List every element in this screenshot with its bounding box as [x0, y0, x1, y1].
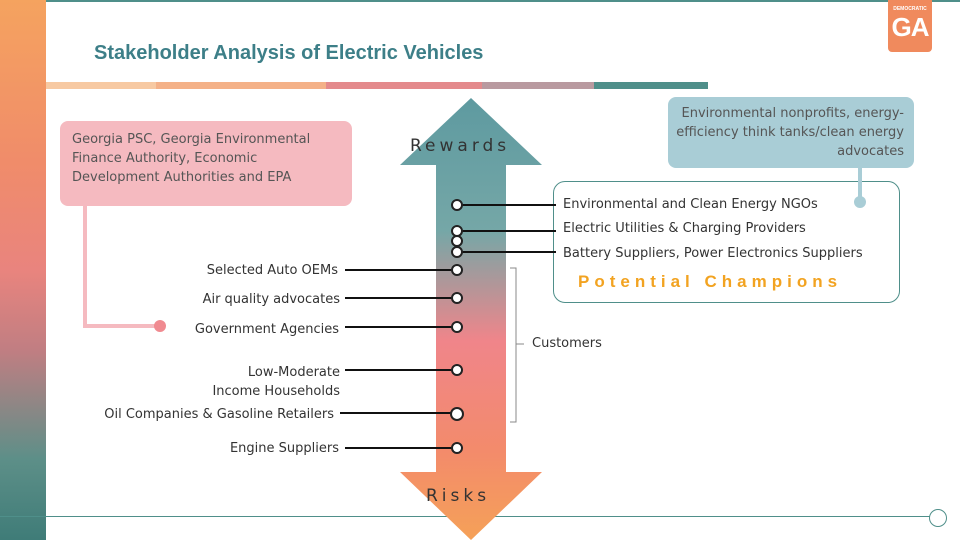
- rewards-risks-arrow-shape: [400, 98, 542, 540]
- stakeholder-label: Government Agencies: [194, 322, 339, 337]
- government-box-text: Georgia PSC, Georgia Environmental Finance Authority, Economic Development Authorities and EPA: [72, 132, 311, 185]
- stakeholder-label: Oil Companies & Gasoline Retailers: [104, 407, 334, 422]
- stakeholder-label: Low-Moderate Income Households: [212, 365, 340, 399]
- stakeholder-node: [452, 365, 462, 375]
- nonprofits-box-text: Environmental nonprofits, energy-efficiency think tanks/clean energy advocates: [676, 106, 904, 159]
- customers-bracket: [510, 268, 524, 422]
- government-connector-dot: [154, 320, 166, 332]
- stakeholder-node: [451, 408, 463, 420]
- stakeholder-node: [452, 226, 462, 236]
- stakeholder-node: [452, 200, 462, 210]
- stakeholder-node: [452, 265, 462, 275]
- champion-item: Battery Suppliers, Power Electronics Suppliers: [563, 246, 863, 261]
- champion-item: Environmental and Clean Energy NGOs: [563, 197, 818, 212]
- logo-small-text: DEMOCRATIC: [893, 6, 927, 12]
- stakeholder-node: [452, 236, 462, 246]
- stakeholder-label: Selected Auto OEMs: [206, 263, 338, 278]
- stakeholder-node: [452, 293, 462, 303]
- government-connector: [85, 206, 160, 326]
- logo-big-text: GA: [891, 12, 929, 42]
- page-title: Stakeholder Analysis of Electric Vehicles: [94, 42, 484, 64]
- stakeholder-node: [452, 322, 462, 332]
- nonprofits-connector-dot: [854, 196, 866, 208]
- stakeholder-node: [452, 247, 462, 257]
- customers-label: Customers: [532, 336, 602, 351]
- potential-champions-label: Potential Champions: [578, 272, 843, 291]
- risks-label: Risks: [426, 486, 491, 506]
- stakeholder-node: [452, 443, 462, 453]
- stakeholder-label: Air quality advocates: [202, 292, 340, 307]
- rewards-label: Rewards: [410, 136, 511, 156]
- stakeholder-label: Engine Suppliers: [229, 441, 339, 456]
- champion-item: Electric Utilities & Charging Providers: [563, 221, 806, 236]
